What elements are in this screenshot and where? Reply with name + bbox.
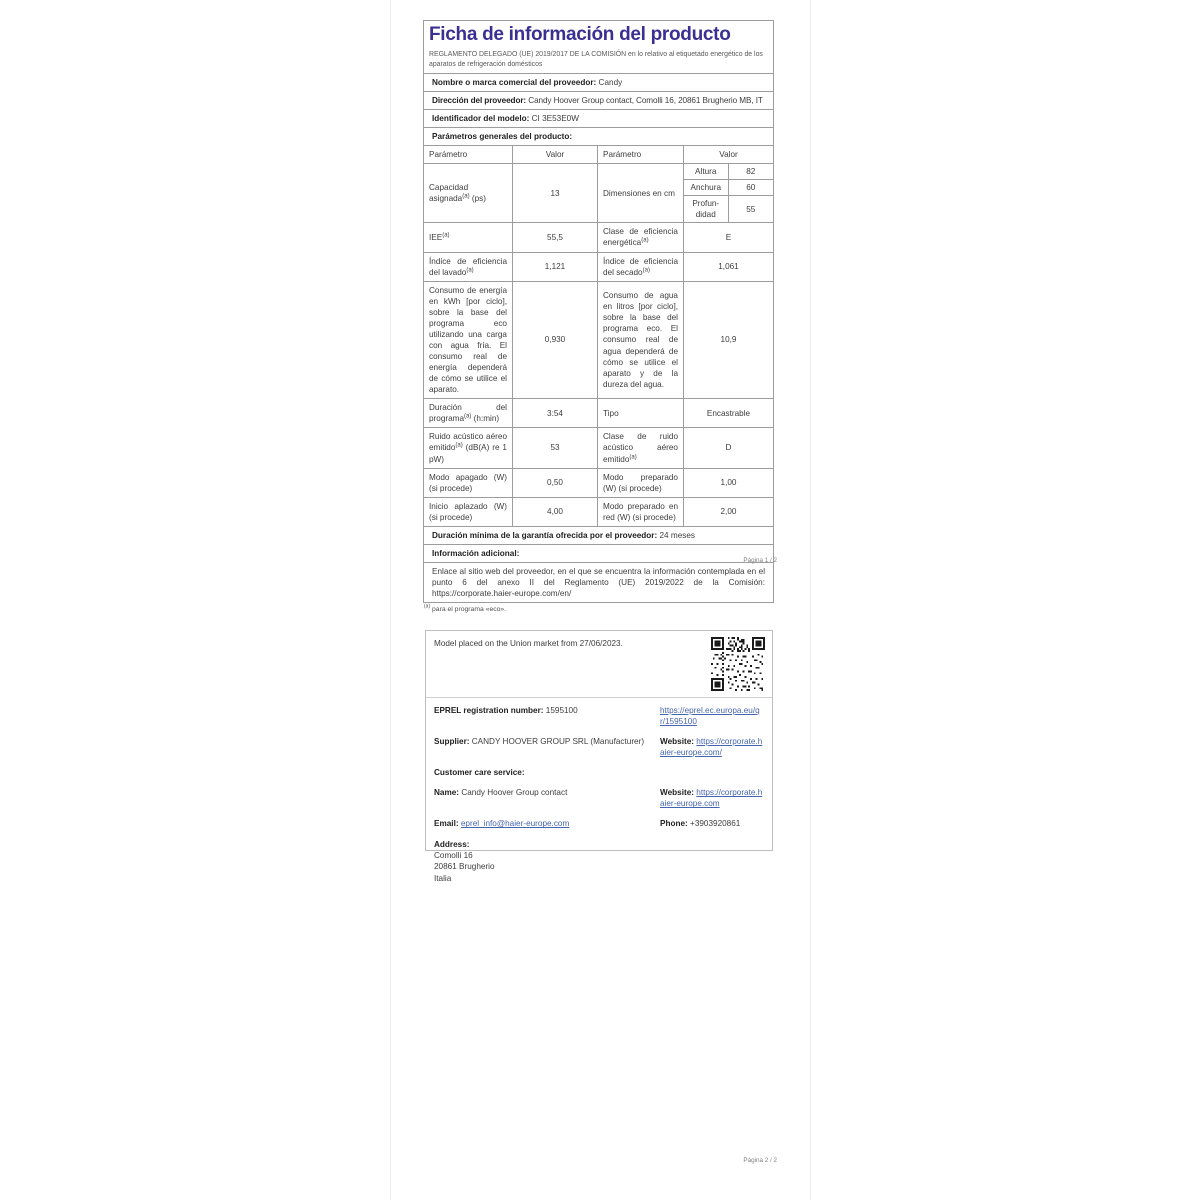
supplier-value: CANDY HOOVER GROUP SRL (Manufacturer) (471, 737, 645, 747)
address-block (434, 839, 660, 885)
page-edge-left (390, 0, 391, 1200)
phone-cell (660, 818, 764, 829)
dimension-row (684, 179, 773, 195)
header-param-2: Parámetro (598, 146, 684, 164)
dimension-value: 55 (746, 204, 756, 214)
param-cell: Modo apagado (W) (si procede) (424, 468, 513, 497)
footnote-marker: (a) (641, 237, 649, 244)
name-label: Name: (434, 788, 460, 798)
param-cell (424, 164, 513, 223)
value-cell: 10,9 (684, 281, 774, 399)
value-cell: D (684, 428, 774, 468)
care-name-row (434, 787, 764, 809)
table-row-noise (424, 428, 774, 468)
table-row-capacity-dimensions (424, 164, 774, 223)
dimension-label: Altura (684, 164, 729, 179)
warranty-label: Duración mínima de la garantía ofrecida por el proveedor: (432, 530, 658, 540)
param-text: Ruido acústico aéreo emitido (429, 432, 507, 453)
address-line: 20861 Brugherio (434, 862, 495, 872)
table-row-energy-water (424, 281, 774, 399)
email-info (434, 818, 660, 829)
email-phone-row (434, 818, 764, 829)
product-fiche-page-2 (425, 630, 773, 883)
table-row-delay-network (424, 497, 774, 526)
website-label: Website: (660, 788, 694, 798)
warranty-cell (424, 526, 774, 544)
warranty-row (424, 526, 774, 544)
supplier-address-cell (424, 91, 774, 109)
dimension-value: 60 (746, 183, 756, 193)
header-value-2: Valor (684, 146, 774, 164)
section-row (424, 128, 774, 146)
param-cell: Modo preparado (W) (si procede) (598, 468, 684, 497)
brand-value: Candy (598, 77, 623, 87)
param-text: Duración del programa (429, 403, 507, 424)
footnote-marker: (a) (466, 266, 474, 273)
supplier-address-label: Dirección del proveedor: (432, 95, 527, 105)
value-cell: E (684, 223, 774, 252)
warranty-value: 24 meses (659, 530, 695, 540)
section-cell (424, 128, 774, 146)
page-title: Ficha de información del producto (429, 24, 731, 45)
dimension-label: Profun-didad (684, 196, 729, 222)
phone-label: Phone: (660, 819, 688, 829)
email-label: Email: (434, 819, 459, 829)
table-row-duration-type (424, 399, 774, 428)
brand-cell (424, 73, 774, 91)
footnote-marker: (a) (629, 453, 637, 460)
value-cell: 1,121 (513, 252, 598, 281)
additional-info-label: Información adicional: (432, 548, 520, 558)
address-row (434, 839, 764, 885)
value-cell: 0,930 (513, 281, 598, 399)
value-cell: 4,00 (513, 497, 598, 526)
qr-code-icon (711, 637, 765, 691)
table-row-iee-class (424, 223, 774, 252)
value-cell: 3:54 (513, 399, 598, 428)
param-text: Capacidad asignada (429, 183, 469, 204)
dimension-value: 82 (746, 167, 756, 177)
eprel-row (434, 705, 764, 727)
eprel-info (434, 705, 660, 727)
care-website-cell (660, 787, 764, 809)
supplier-info (434, 736, 660, 758)
param-text-suffix: (dB(A) re 1 pW) (429, 443, 507, 464)
address-label: Address: (434, 839, 470, 849)
param-text: Clase de ruido acústico aéreo emitido (603, 432, 678, 464)
value-cell: Encastrable (684, 399, 774, 428)
page-number-2: Página 2 / 2 (743, 1157, 777, 1164)
page-number-1: Página 1 / 2 (743, 557, 777, 564)
param-text: IEE (429, 232, 443, 242)
market-date-text: Model placed on the Union market from 27/06/2023. (434, 639, 623, 648)
param-cell: Consumo de agua en litros [por ciclo], sobre la base del programa eco. El consumo real de agua dependerá de cómo se utilice el aparato y de la dureza del agua. (598, 281, 684, 399)
param-cell (424, 399, 513, 428)
param-cell (424, 223, 513, 252)
param-text: Índice de eficiencia del secado (603, 256, 678, 277)
param-cell: Tipo (598, 399, 684, 428)
param-cell (424, 428, 513, 468)
param-cell (598, 223, 684, 252)
customer-care-header (434, 767, 660, 778)
additional-info-header-cell (424, 544, 774, 562)
brand-label: Nombre o marca comercial del proveedor: (432, 77, 597, 87)
param-text: Índice de eficiencia del lavado (429, 256, 507, 277)
footnote-marker: (a) (464, 413, 472, 420)
care-name-info (434, 787, 660, 809)
eprel-link[interactable]: https://eprel.ec.europa.eu/qr/1595100 (660, 706, 760, 727)
value-cell: 1,00 (684, 468, 774, 497)
param-cell (598, 252, 684, 281)
dimension-row (684, 164, 773, 179)
param-text: Clase de eficiencia energética (603, 227, 678, 248)
customer-care-spacer (660, 767, 764, 778)
model-value: CI 3E53E0W (531, 113, 579, 123)
supplier-website-url: https://corporate.haier-europe.com/en/ (432, 589, 572, 599)
supplier-address-row (424, 91, 774, 109)
product-fiche-page-1 (423, 20, 773, 613)
eprel-link-cell (660, 705, 764, 727)
header-param-1: Parámetro (424, 146, 513, 164)
email-link[interactable]: eprel_info@haier-europe.com (460, 819, 570, 829)
contact-details-section (426, 698, 772, 884)
supplier-row (434, 736, 764, 758)
param-text-suffix: (ps) (469, 194, 486, 204)
value-cell: 0,50 (513, 468, 598, 497)
param-cell (424, 252, 513, 281)
footnote-marker: (a) (462, 193, 470, 200)
column-header-row (424, 146, 774, 164)
care-website-link[interactable]: https://corporate.haier-europe.com (660, 788, 763, 809)
value-cell: 55,5 (513, 223, 598, 252)
model-row (424, 109, 774, 127)
table-row-wash-dry-index (424, 252, 774, 281)
header-value-1: Valor (513, 146, 598, 164)
footnote (423, 603, 773, 614)
value-cell: 1,061 (684, 252, 774, 281)
table-row-off-standby (424, 468, 774, 497)
additional-info-header-row (424, 544, 774, 562)
title-row (424, 21, 774, 74)
value-cell: 53 (513, 428, 598, 468)
dimension-label: Anchura (684, 180, 729, 195)
supplier-label: Supplier: (434, 737, 470, 747)
dimensions-subtable (684, 164, 774, 223)
phone-value: +3903920861 (690, 819, 741, 829)
customer-care-row (434, 767, 764, 778)
regulation-text: REGLAMENTO DELEGADO (UE) 2019/2017 DE LA COMISIÓN en lo relativo al etiquetado energético de los aparatos de refrigeración domésticos (429, 50, 763, 68)
additional-info-text: Enlace al sitio web del proveedor, en el que se encuentra la información contemplada en el punto 6 del anexo II del Reglamento (UE) 2019/2022 de la Comisión: (432, 566, 766, 588)
supplier-website-cell (660, 736, 764, 758)
param-cell: Inicio aplazado (W) (si procede) (424, 497, 513, 526)
website-label: Website: (660, 737, 694, 747)
param-text-suffix: (h:min) (471, 414, 500, 424)
brand-row (424, 73, 774, 91)
model-cell (424, 109, 774, 127)
model-label: Identificador del modelo: (432, 113, 530, 123)
footnote-marker: (a) (642, 266, 650, 273)
name-value: Candy Hoover Group contact (461, 788, 568, 798)
footnote-marker: (a) (455, 442, 463, 449)
eprel-value: 1595100 (545, 706, 578, 715)
supplier-website-link[interactable]: https://corporate.haier-europe.com/ (660, 737, 763, 758)
additional-info-row (424, 562, 774, 602)
footnote-text: para el programa «eco». (430, 606, 507, 614)
address-line: Italia (434, 873, 452, 883)
param-cell: Consumo de energía en kWh [por ciclo], sobre la base del programa eco utilizando una carga con agua fría. El consumo real de energía dependerá de cómo se utilice el aparato. (424, 281, 513, 399)
param-cell: Dimensiones en cm (598, 164, 684, 223)
footnote-marker: (a) (424, 603, 431, 610)
value-cell: 13 (513, 164, 598, 223)
section-label: Parámetros generales del producto: (432, 132, 573, 142)
additional-info-cell (424, 562, 774, 602)
address-spacer (660, 839, 764, 885)
product-fiche-table (423, 20, 774, 603)
value-cell: 2,00 (684, 497, 774, 526)
param-cell (598, 428, 684, 468)
footnote-marker: (a) (442, 232, 450, 239)
market-row (426, 631, 772, 698)
dimension-row (684, 195, 773, 222)
supplier-address-value: Candy Hoover Group contact, Comolli 16, 20861 Brugherio MB, IT (528, 95, 763, 105)
param-cell: Modo preparado en red (W) (si procede) (598, 497, 684, 526)
eprel-label: EPREL registration number: (434, 706, 544, 715)
customer-care-label: Customer care service: (434, 768, 525, 778)
page-edge-right (810, 0, 811, 1200)
title-cell (424, 21, 774, 74)
address-line: Comolli 16 (434, 850, 473, 860)
